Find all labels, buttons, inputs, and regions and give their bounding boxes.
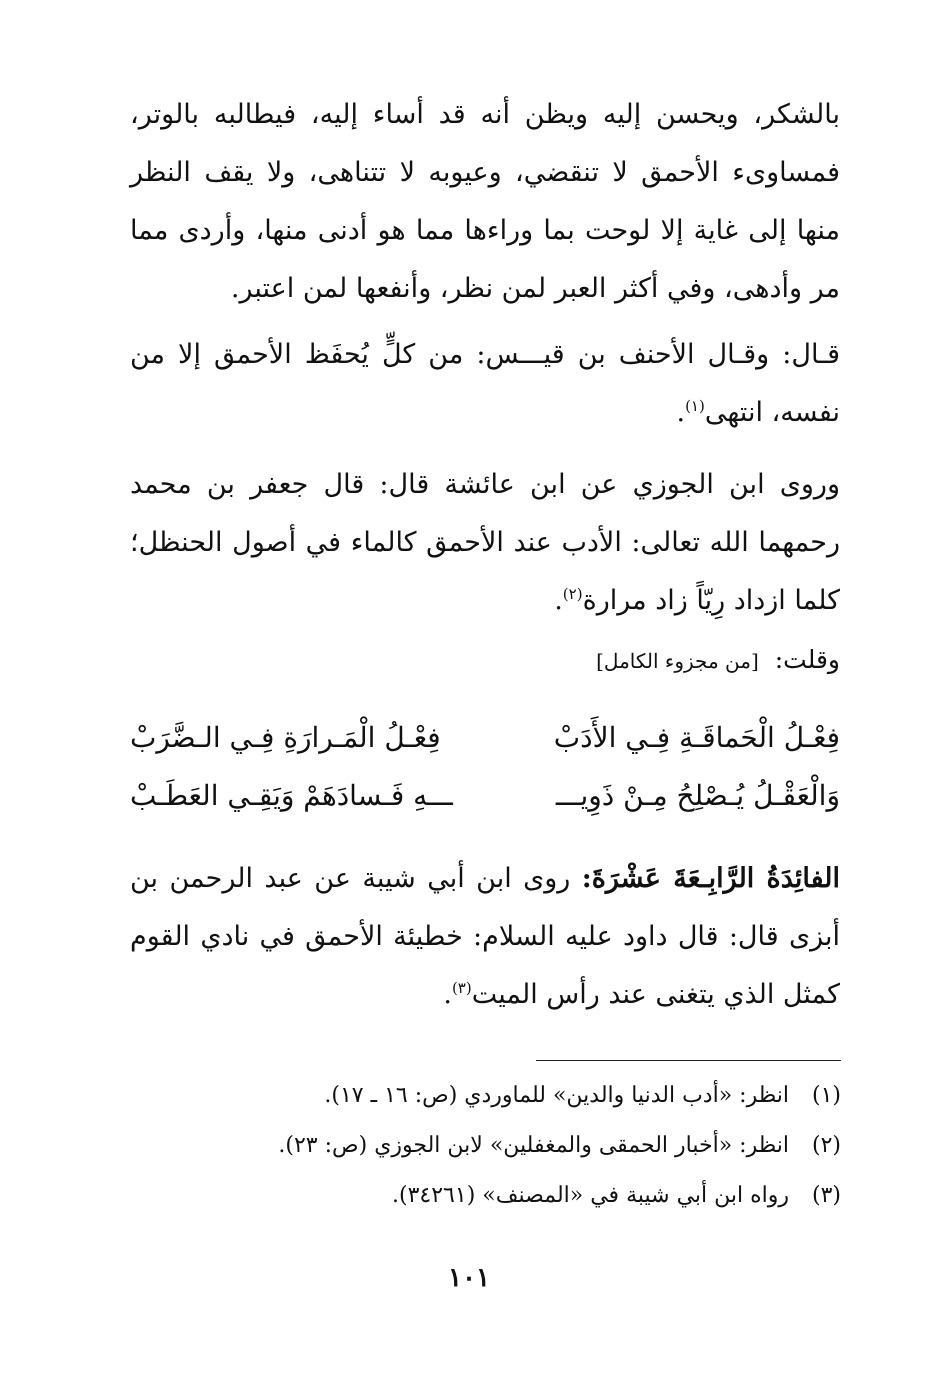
verse-line-2-first-hemistich: وَالْعَقْـلُ يُـصْلِحُ مِـنْ ذَوِيـــ	[555, 779, 840, 812]
verse-intro-text: وقلت:	[774, 645, 840, 674]
footnote-1-text: انظر: «أدب الدنيا والدين» للماوردي (ص: ١٦ ـ ١٧).	[324, 1083, 789, 1108]
footnote-ref-2: (٢)	[562, 585, 583, 603]
section-text: روى ابن أبي شيبة عن عبد الرحمن بن أبزى قال: قال داود عليه السلام: خطيئة الأحمق في نادي القوم كمثل الذي يتغنى عند رأس الميت	[130, 863, 840, 1010]
section-heading: الفائِدَةُ الرَّابِـعَةَ عَشْرَةَ:	[581, 863, 840, 894]
paragraph-2: قـال: وقـال الأحنف بن قيـــس: من كلٍّ يُحفَظ الأحمق إلا من نفسه، انتهى$^{(١)}$.	[130, 339, 840, 428]
footnote-3	[121, 1178, 841, 1214]
section-paragraph: الفائِدَةُ الرَّابِـعَةَ عَشْرَةَ: روى ابن أبي شيبة عن عبد الرحمن بن أبزى قال: قال داود عليه السلام: خطيئة الأحمق في نادي القوم كمثل الذي يتغنى عند رأس الميت$^{(٣)}$.	[130, 863, 840, 1010]
verse-line-2	[130, 770, 840, 822]
verse-meter: [من مجزوء الكامل]	[596, 649, 759, 673]
footnote-1-number: (١)	[811, 1083, 841, 1108]
verse-line-1	[130, 712, 840, 764]
footnote-2-text: انظر: «أخبار الحمقى والمغفلين» لابن الجوزي (ص: ٢٣).	[278, 1133, 789, 1158]
footnote-ref-3: (٣)	[451, 979, 472, 997]
paragraph-2-text: قـال: وقـال الأحنف بن قيـــس: من كلٍّ يُحفَظ الأحمق إلا من نفسه، انتهى	[130, 339, 840, 428]
verse-line-1-second-hemistich: فِعْـلُ الْمَـرارَةِ فِـي الـضَّرَبْ	[130, 721, 441, 754]
page-number: ١٠١	[448, 1263, 490, 1293]
footnote-3-text: رواه ابن أبي شيبة في «المصنف» (٣٤٢٦١).	[392, 1183, 789, 1208]
footnotes	[121, 1078, 841, 1228]
verse-line-1-first-hemistich: فِعْـلُ الْحَماقَـةِ فِـي الأَدَبْ	[553, 721, 840, 754]
verse-line-2-second-hemistich: ـــهِ فَـسادَهَمْ وَيَقِـي العَطَـبْ	[130, 779, 453, 812]
verse-intro	[596, 640, 840, 681]
footnote-ref-1: (١)	[685, 397, 705, 415]
footnote-1	[121, 1078, 841, 1114]
paragraph-3-text: وروى ابن الجوزي عن ابن عائشة قال: قال جعفر بن محمد رحمهما الله تعالى: الأدب عند الأحمق كالماء في أصول الحنظل؛ كلما ازداد رِيّاً زاد مرارة	[130, 469, 840, 616]
paragraph-3: وروى ابن الجوزي عن ابن عائشة قال: قال جعفر بن محمد رحمهما الله تعالى: الأدب عند الأحمق كالماء في أصول الحنظل؛ كلما ازداد رِيّاً زاد مرارة$^{(٢)}$.	[130, 469, 840, 616]
footnote-2	[121, 1128, 841, 1164]
footnote-divider	[536, 1060, 841, 1061]
footnote-2-number: (٢)	[811, 1133, 841, 1158]
paragraph-1: بالشكر، ويحسن إليه ويظن أنه قد أساء إليه، فيطالبه بالوتر، فمساوىء الأحمق لا تنقضي، وعيوبه لا تتناهى، ولا يقف النظر منها إلى غاية إلا لوحت بما وراءها مما هو أدنى منها، وأردى مما مر وأدهى، وفي أكثر العبر لمن نظر، وأنفعها لمن اعتبر.	[130, 99, 840, 304]
footnote-3-number: (٣)	[811, 1183, 841, 1208]
